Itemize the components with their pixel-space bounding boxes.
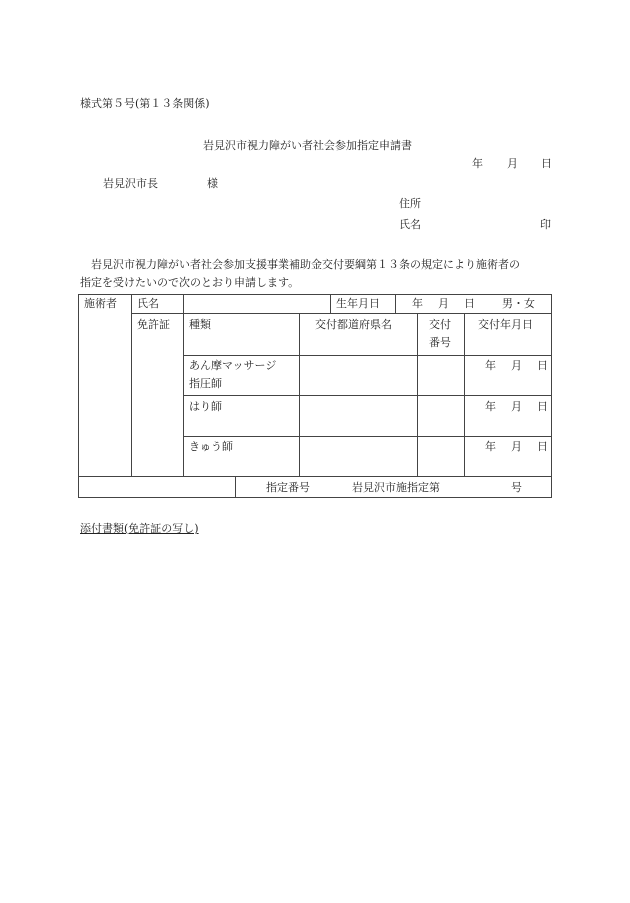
birth-month-label: 月 [438, 297, 449, 310]
birth-day-label: 日 [464, 297, 475, 310]
request-paragraph-line2: 指定を受けたいので次のとおり申請します。 [80, 276, 300, 289]
row2-year: 年 [485, 400, 496, 413]
table-rule-name [131, 313, 552, 314]
address-label: 住所 [399, 197, 421, 210]
date-day-label: 日 [541, 157, 552, 170]
date-year-label: 年 [472, 157, 483, 170]
row1-day: 日 [537, 359, 548, 372]
seal-mark: 印 [540, 218, 551, 231]
practitioner-label: 施術者 [84, 297, 117, 310]
license-type-row2: はり師 [189, 400, 222, 413]
designation-prefix: 岩見沢市施指定第 [352, 481, 440, 494]
row2-day: 日 [537, 400, 548, 413]
attachments-label: 添付書類(免許証の写し) [80, 522, 199, 535]
column-header-issue-number-2: 番号 [429, 336, 451, 349]
table-border-left [78, 294, 79, 498]
table-border-right [551, 294, 552, 498]
table-border-bottom [78, 497, 552, 498]
birthdate-label: 生年月日 [336, 297, 380, 310]
table-border-top [78, 294, 552, 295]
table-rule-row1 [183, 395, 552, 396]
birth-year-label: 年 [412, 297, 423, 310]
date-month-label: 月 [507, 157, 518, 170]
request-paragraph-line1: 岩見沢市視力障がい者社会参加支援事業補助金交付要綱第１３条の規定により施術者の [91, 258, 520, 271]
row2-month: 月 [511, 400, 522, 413]
table-col-type-end [299, 313, 300, 477]
applicant-name-label: 氏名 [399, 218, 421, 231]
gender-label: 男・女 [502, 297, 535, 310]
row3-month: 月 [511, 440, 522, 453]
honorific: 様 [207, 177, 218, 190]
row3-day: 日 [537, 440, 548, 453]
table-col-license [183, 294, 184, 477]
table-rule-row3 [78, 476, 552, 477]
form-number: 様式第５号(第１３条関係) [80, 97, 210, 110]
column-header-issue-date: 交付年月日 [478, 318, 533, 331]
form-title: 岩見沢市視力障がい者社会参加指定申請書 [203, 139, 412, 152]
table-col-practitioner [131, 294, 132, 477]
license-type-row3: きゅう師 [189, 440, 233, 453]
addressee: 岩見沢市長 [103, 177, 158, 190]
table-col-designation-start [235, 476, 236, 498]
table-rule-row2 [183, 436, 552, 437]
license-type-row1-line1: あん摩マッサージ [189, 359, 277, 372]
table-rule-header [183, 355, 552, 356]
column-header-prefecture: 交付都道府県名 [315, 318, 392, 331]
table-col-birthdate-end [395, 294, 396, 314]
license-type-row1-line2: 指圧師 [189, 377, 222, 390]
designation-number-label: 指定番号 [266, 481, 310, 494]
table-col-name-end [330, 294, 331, 314]
row1-month: 月 [511, 359, 522, 372]
column-header-type: 種類 [189, 318, 211, 331]
practitioner-name-label: 氏名 [137, 297, 159, 310]
designation-suffix: 号 [511, 481, 522, 494]
table-col-number-end [464, 313, 465, 477]
row3-year: 年 [485, 440, 496, 453]
row1-year: 年 [485, 359, 496, 372]
column-header-issue-number-1: 交付 [429, 318, 451, 331]
table-col-prefecture-end [417, 313, 418, 477]
license-label: 免許証 [137, 318, 170, 331]
